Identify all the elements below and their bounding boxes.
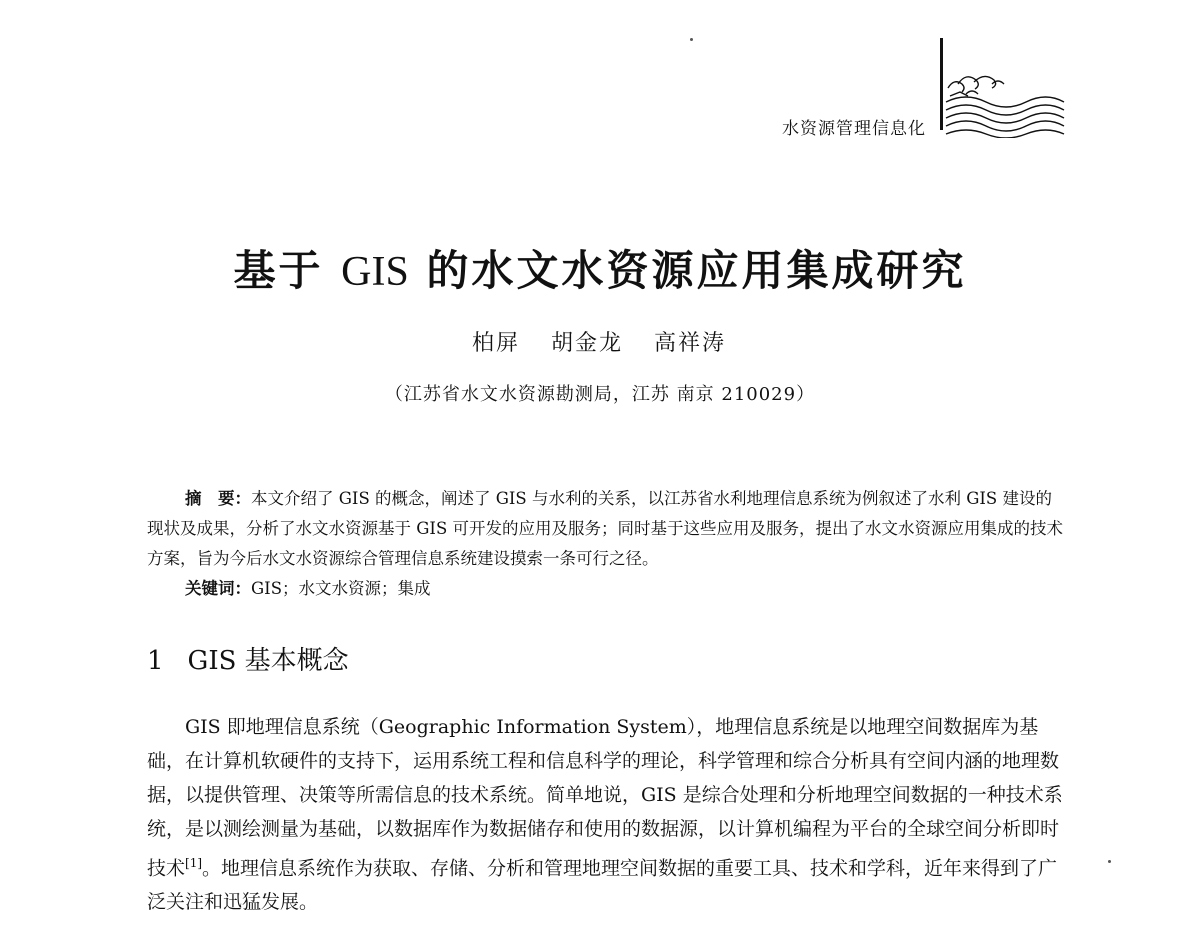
section-body	[147, 710, 1065, 919]
section-number: 1	[147, 646, 164, 676]
paper-title	[0, 238, 1200, 298]
citation-marker: [1]	[185, 856, 203, 870]
scan-speck	[1108, 860, 1111, 863]
title-suffix: 的水文水资源应用集成研究	[426, 246, 967, 295]
affiliation: （江苏省水文水资源勘测局，江苏 南京 210029）	[384, 384, 816, 405]
abstract-label: 摘 要：	[185, 489, 251, 508]
author-list	[472, 326, 748, 357]
keywords-label: 关键词：	[185, 579, 251, 598]
author-3: 高祥涛	[654, 331, 727, 356]
wave-logo-icon	[944, 74, 1066, 138]
body-paragraph-end: 。地理信息系统作为获取、存储、分析和管理地理空间数据的重要工具、技术和学科，近年来得到了广泛关注和迅猛发展。	[147, 857, 1058, 914]
section-title: GIS 基本概念	[187, 646, 349, 676]
header-label: 水资源管理信息化	[782, 119, 926, 139]
author-1: 柏屏	[472, 331, 521, 356]
keywords-text: GIS；水文水资源；集成	[251, 579, 431, 598]
author-2: 胡金龙	[551, 331, 624, 356]
title-latin: GIS	[341, 249, 409, 295]
header-rule	[940, 38, 943, 130]
abstract-block	[147, 484, 1065, 604]
scan-speck	[690, 38, 693, 41]
body-paragraph: GIS 即地理信息系统（Geographic Information System），地理信息系统是以地理空间数据库为基础，在计算机软硬件的支持下，运用系统工程和信息科学的理论，科学管理和综合分析具有空间内涵的地理数据，以提供管理、决策等所需信息的技术系统。简单地说，GIS 是综合处理和分析地理空间数据的一种技术系统，是以测绘测量为基础，以数据库作为数据储存和使用的数据源，以计算机编程为平台的全球空间分析即时技术	[147, 716, 1063, 880]
title-prefix: 基于	[233, 246, 324, 295]
abstract-text: 本文介绍了 GIS 的概念，阐述了 GIS 与水利的关系，以江苏省水利地理信息系统为例叙述了水利 GIS 建设的现状及成果，分析了水文水资源基于 GIS 可开发的应用及服务；同时基于这些应用及服务，提出了水文水资源应用集成的技术方案，旨为今后水文水资源综合管理信息系统建设摸索一条可行之径。	[147, 489, 1063, 568]
section-heading	[147, 640, 349, 677]
